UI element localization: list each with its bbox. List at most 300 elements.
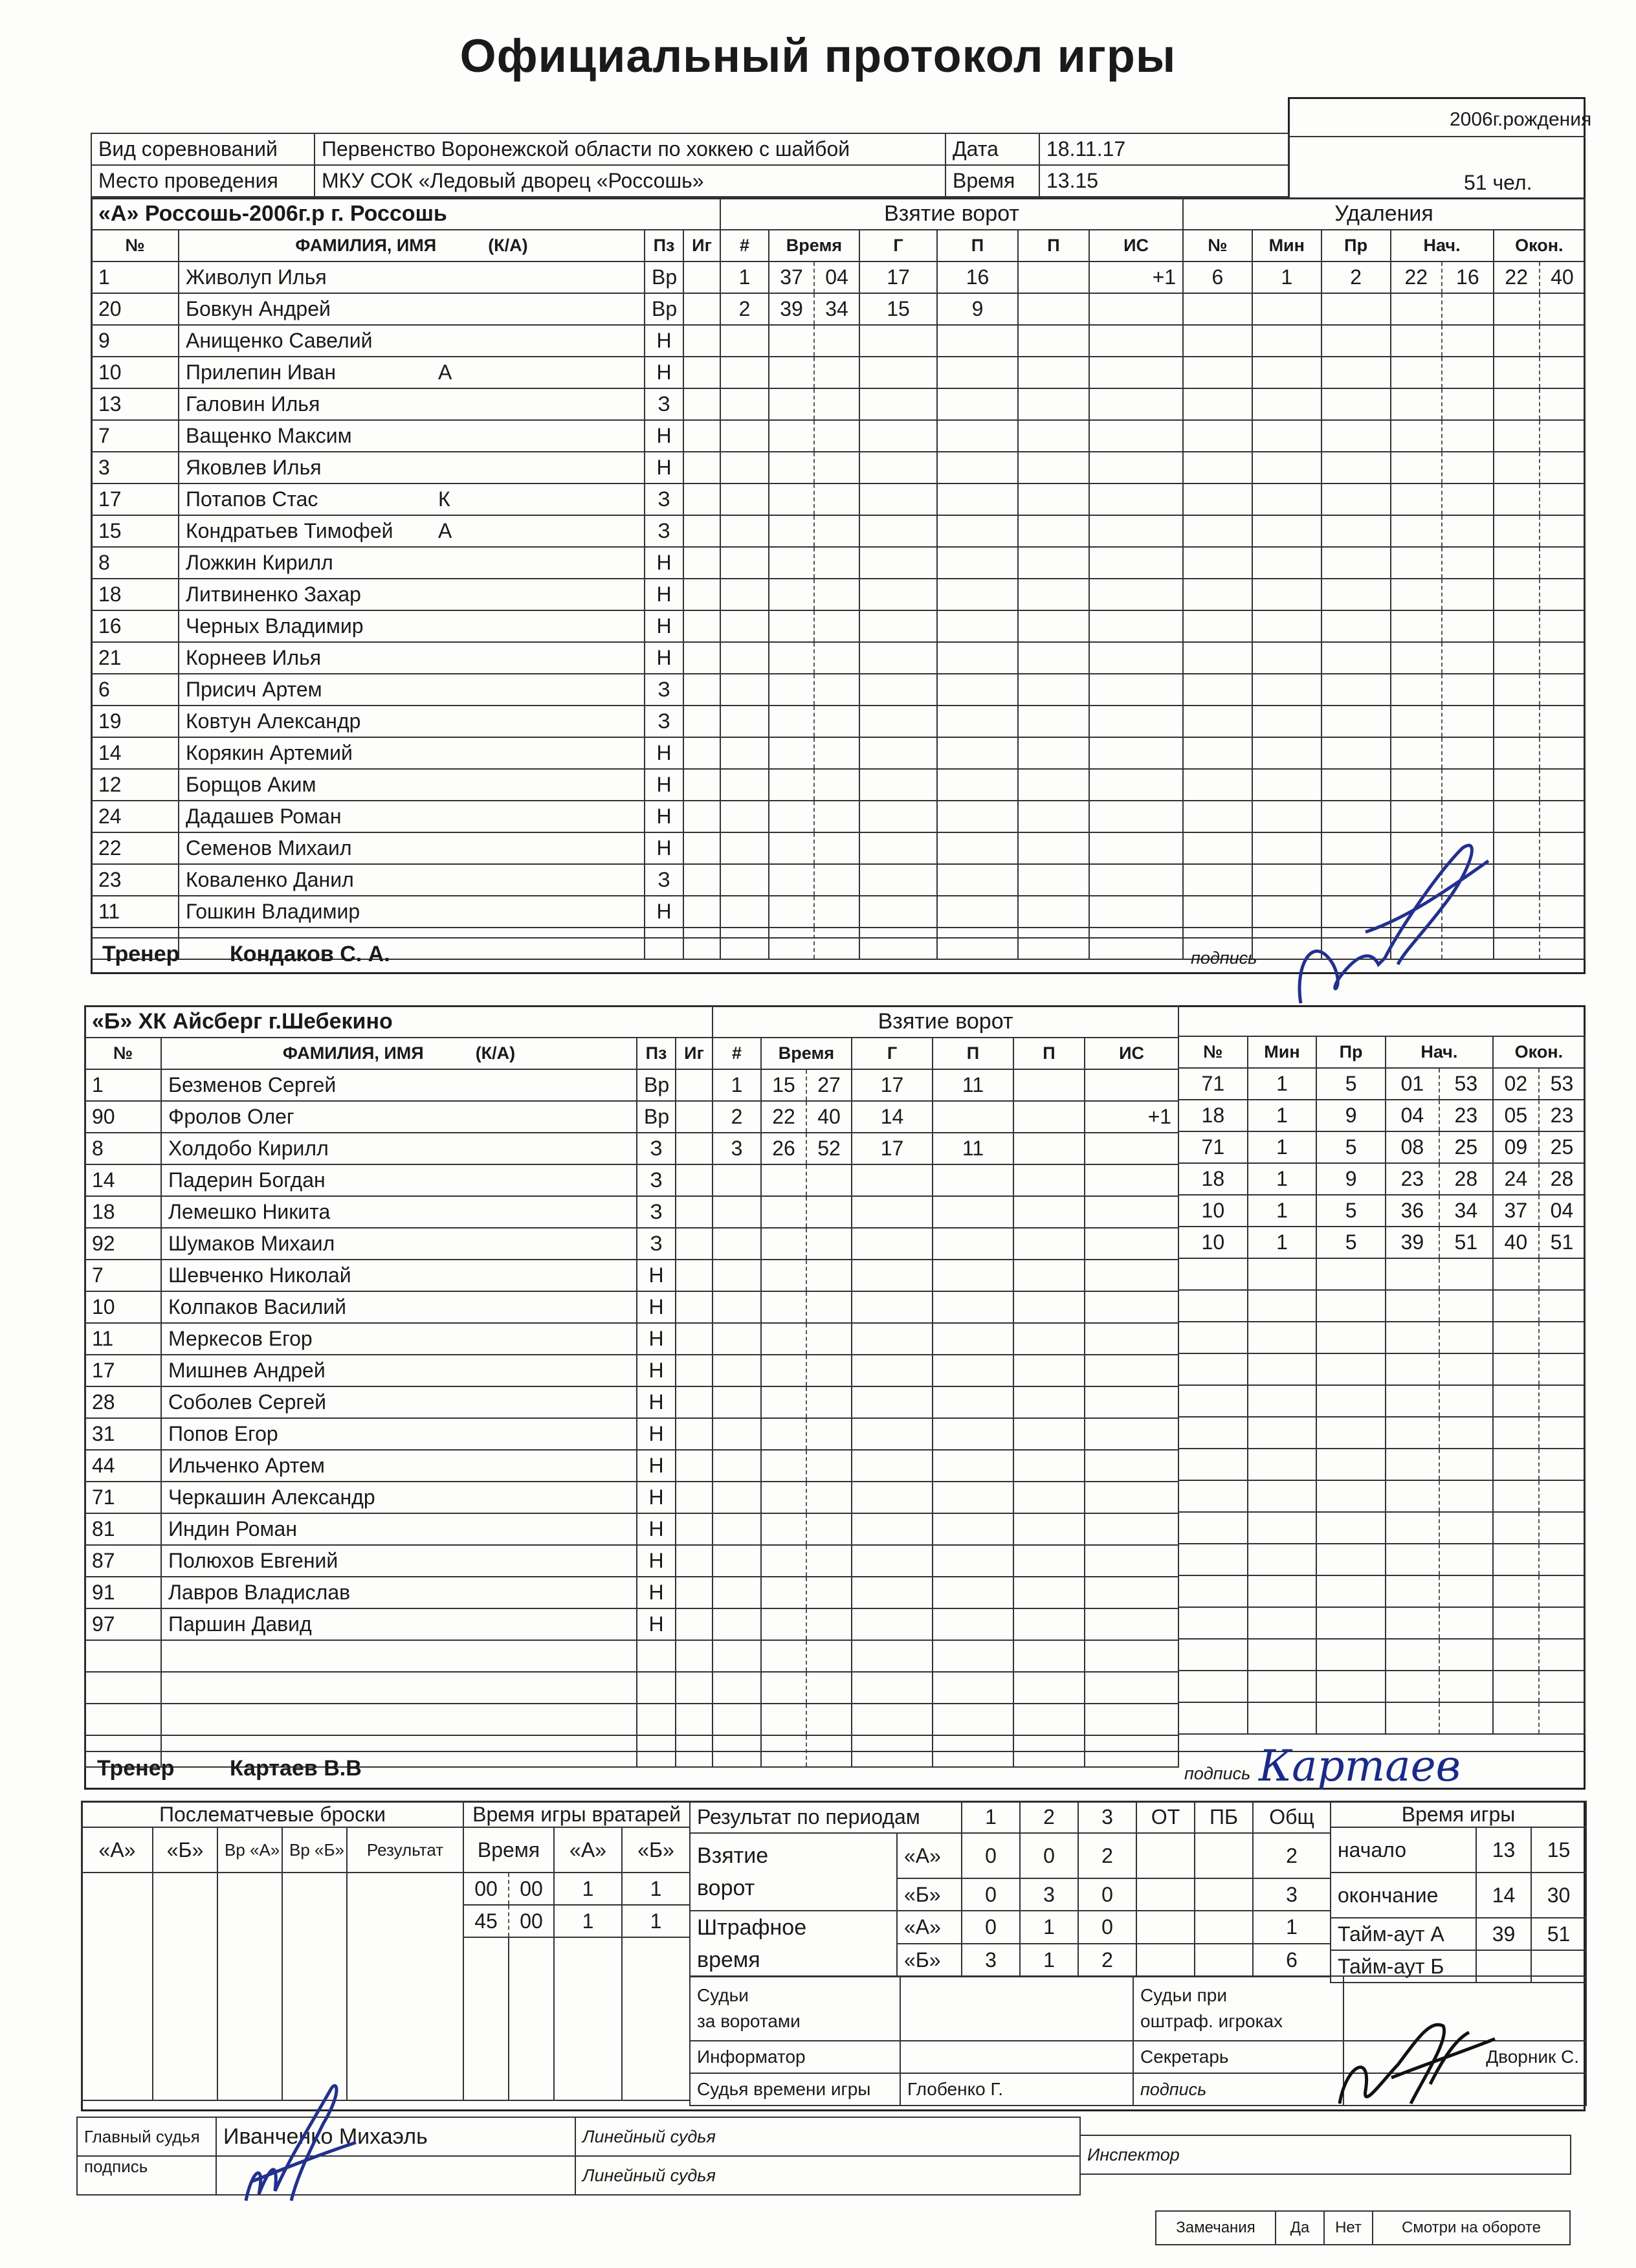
goal-p1 <box>937 864 1018 896</box>
goal-n <box>713 1577 761 1608</box>
player-name: Литвиненко Захар <box>186 583 361 606</box>
penalty-num <box>1178 1353 1248 1385</box>
goal-is <box>1089 674 1183 706</box>
penalty-es <box>1540 452 1585 484</box>
player-row <box>85 1704 713 1735</box>
goal-p2 <box>1013 1704 1085 1735</box>
player-role: А <box>438 361 452 384</box>
goal-g <box>852 1640 933 1672</box>
penalty-pr <box>1321 484 1391 515</box>
player-name-cell <box>161 1513 637 1545</box>
goal-s <box>806 1260 852 1291</box>
player-row <box>91 579 720 610</box>
penalty-min: 1 <box>1248 1163 1317 1195</box>
penalty-ss <box>1439 1385 1493 1417</box>
penalty-ss: 34 <box>1439 1195 1493 1227</box>
goal-g <box>852 1450 933 1482</box>
penalty-ss <box>1442 388 1494 420</box>
penalty-es <box>1539 1258 1585 1290</box>
player-position: Н <box>645 610 683 642</box>
goal-g: 17 <box>859 261 937 293</box>
goal-p2 <box>1013 1386 1085 1418</box>
goal-g <box>852 1418 933 1450</box>
player-name: Колпаков Василий <box>168 1295 347 1318</box>
goal-g <box>859 706 937 737</box>
goal-row <box>720 420 1183 452</box>
penalty-min <box>1252 388 1321 420</box>
goal-n <box>720 357 769 388</box>
goalie-col-time: Время <box>463 1827 554 1873</box>
goal-p2 <box>1013 1355 1085 1386</box>
goalie-time-m: 00 <box>463 1873 509 1905</box>
period-value: 6 <box>1253 1944 1331 1977</box>
penalty-sm <box>1386 1544 1439 1575</box>
penalty-sm <box>1391 801 1443 832</box>
period-value: 3 <box>1253 1878 1331 1911</box>
penalty-es <box>1539 1449 1585 1480</box>
goal-p1 <box>937 642 1018 674</box>
remarks-yes[interactable]: Да <box>1276 2211 1324 2245</box>
goal-m <box>761 1482 806 1513</box>
goal-p2 <box>1013 1450 1085 1482</box>
goal-p2 <box>1013 1164 1085 1196</box>
player-number: 10 <box>85 1291 161 1323</box>
penalty-ss <box>1442 293 1494 325</box>
penalty-pr <box>1316 1575 1386 1607</box>
goal-row <box>713 1482 1178 1513</box>
player-row <box>91 547 720 579</box>
player-name: Холдобо Кирилл <box>168 1137 329 1160</box>
time-label: Время <box>945 165 1039 197</box>
goal-is <box>1089 420 1183 452</box>
player-name: Семенов Михаил <box>186 836 352 860</box>
col-goal-assist1: П <box>937 230 1018 261</box>
team-b-title: «Б» ХК Айсберг г.Шебекино <box>85 1006 713 1038</box>
col-goal-is-b: ИС <box>1085 1038 1178 1069</box>
penalty-es <box>1539 1480 1585 1512</box>
player-name: Меркесов Егор <box>168 1327 313 1350</box>
penalty-sm: 04 <box>1386 1100 1439 1131</box>
penalty-num <box>1183 896 1252 928</box>
player-row <box>91 642 720 674</box>
goal-m <box>769 388 814 420</box>
goal-n <box>713 1545 761 1577</box>
player-number: 71 <box>85 1482 161 1513</box>
goal-s <box>806 1196 852 1228</box>
penalty-min <box>1248 1671 1317 1702</box>
goal-p2 <box>1018 515 1089 547</box>
goal-m <box>761 1386 806 1418</box>
goal-g <box>852 1704 933 1735</box>
goal-n: 3 <box>713 1133 761 1164</box>
penalty-es: 28 <box>1539 1163 1585 1195</box>
goal-is <box>1085 1133 1178 1164</box>
player-row <box>85 1069 713 1101</box>
goal-n <box>720 579 769 610</box>
player-number: 10 <box>91 357 179 388</box>
goal-g <box>852 1228 933 1260</box>
goal-row <box>720 261 1183 293</box>
goal-p1 <box>933 1450 1013 1482</box>
penalty-pr <box>1321 325 1391 357</box>
player-row <box>85 1196 713 1228</box>
penalty-es <box>1540 737 1585 769</box>
penalty-num: 71 <box>1178 1131 1248 1163</box>
venue-label: Место проведения <box>91 165 315 197</box>
player-name: Фролов Олег <box>168 1105 294 1128</box>
penalty-ss: 16 <box>1442 261 1494 293</box>
goal-m <box>769 801 814 832</box>
player-row <box>85 1608 713 1640</box>
end-hour: 14 <box>1476 1873 1531 1918</box>
goal-row <box>713 1608 1178 1640</box>
goal-p2 <box>1018 357 1089 388</box>
period-value <box>1195 1833 1253 1878</box>
inspector-table <box>1079 2135 1571 2175</box>
goalie-time-a: 1 <box>554 1905 622 1937</box>
penalty-row <box>1178 1544 1585 1575</box>
penalty-pr <box>1316 1449 1386 1480</box>
team-a-title: «А» Россошь-2006г.р г. Россошь <box>91 198 720 230</box>
player-name-cell <box>161 1450 637 1482</box>
penalty-em <box>1494 674 1540 706</box>
goal-is <box>1085 1704 1178 1735</box>
goal-row <box>720 864 1183 896</box>
penalty-pr <box>1321 642 1391 674</box>
player-name: Коваленко Данил <box>186 868 354 891</box>
player-number: 20 <box>91 293 179 325</box>
goal-p2 <box>1013 1260 1085 1291</box>
goal-s <box>806 1545 852 1577</box>
player-name-cell <box>161 1418 637 1450</box>
goal-n <box>713 1704 761 1735</box>
player-row <box>91 896 720 928</box>
period-value: 1 <box>1020 1911 1078 1944</box>
player-number: 91 <box>85 1577 161 1608</box>
penalty-pr <box>1316 1607 1386 1639</box>
penalty-min <box>1252 515 1321 547</box>
player-name-cell <box>179 801 645 832</box>
goal-row <box>713 1260 1178 1291</box>
venue-value: МКУ СОК «Ледовый дворец «Россошь» <box>315 165 945 197</box>
penalty-pr <box>1316 1702 1386 1734</box>
goalie-time-s: 00 <box>509 1905 554 1937</box>
player-played <box>683 579 720 610</box>
penalty-es <box>1540 325 1585 357</box>
goal-s <box>814 325 859 357</box>
goal-g <box>852 1608 933 1640</box>
goal-n <box>713 1323 761 1355</box>
player-row <box>85 1545 713 1577</box>
goal-m <box>761 1323 806 1355</box>
player-row <box>85 1577 713 1608</box>
player-played <box>676 1640 713 1672</box>
goal-n <box>720 737 769 769</box>
player-number: 14 <box>85 1164 161 1196</box>
player-played <box>676 1513 713 1545</box>
penalty-min: 1 <box>1248 1227 1317 1258</box>
penalty-num <box>1178 1702 1248 1734</box>
goal-is <box>1085 1260 1178 1291</box>
penalty-sm: 36 <box>1386 1195 1439 1227</box>
team-b-roster <box>84 1005 713 1768</box>
goal-m <box>761 1672 806 1704</box>
goal-g <box>852 1196 933 1228</box>
period-value: 0 <box>1078 1911 1136 1944</box>
goal-is <box>1085 1228 1178 1260</box>
goal-s <box>806 1640 852 1672</box>
goal-m <box>761 1355 806 1386</box>
player-number: 11 <box>91 896 179 928</box>
period-value: 3 <box>962 1944 1020 1977</box>
period-total-head: Общ <box>1253 1801 1331 1833</box>
player-played <box>676 1418 713 1450</box>
player-row <box>91 293 720 325</box>
timeout-a-sec: 51 <box>1531 1918 1586 1950</box>
penalty-ss <box>1442 642 1494 674</box>
player-played <box>676 1608 713 1640</box>
player-played <box>683 737 720 769</box>
goal-p1 <box>937 484 1018 515</box>
player-played <box>683 547 720 579</box>
penalty-row <box>1183 737 1585 769</box>
player-position <box>637 1672 676 1704</box>
player-name-cell <box>179 484 645 515</box>
player-played <box>676 1133 713 1164</box>
goal-p2 <box>1013 1577 1085 1608</box>
header-table <box>91 133 1289 197</box>
goal-m <box>761 1228 806 1260</box>
goal-s <box>806 1386 852 1418</box>
player-row <box>85 1164 713 1196</box>
goal-p2 <box>1018 769 1089 801</box>
penalty-sm <box>1386 1322 1439 1353</box>
period-value <box>1195 1878 1253 1911</box>
player-number: 18 <box>85 1196 161 1228</box>
player-position: Н <box>637 1513 676 1545</box>
goal-p1 <box>937 801 1018 832</box>
penalty-num <box>1183 515 1252 547</box>
player-row <box>91 325 720 357</box>
goal-n <box>713 1640 761 1672</box>
penalty-row <box>1178 1068 1585 1100</box>
player-name-cell <box>161 1228 637 1260</box>
goal-p2 <box>1013 1482 1085 1513</box>
goal-p1: 11 <box>933 1069 1013 1101</box>
penalty-min <box>1252 674 1321 706</box>
player-name: Полюхов Евгений <box>168 1549 338 1572</box>
penalty-sm <box>1391 737 1443 769</box>
goal-n <box>713 1672 761 1704</box>
informer-label: Информатор <box>690 2041 900 2073</box>
penalty-min <box>1248 1607 1317 1639</box>
penalty-row <box>1183 706 1585 737</box>
remarks-no[interactable]: Нет <box>1324 2211 1373 2245</box>
goal-m <box>769 357 814 388</box>
penalty-es <box>1540 515 1585 547</box>
goal-row <box>720 293 1183 325</box>
goal-m <box>761 1196 806 1228</box>
penalty-sm <box>1391 357 1443 388</box>
goal-row <box>713 1069 1178 1101</box>
col-ig: Иг <box>683 230 720 261</box>
player-position: Н <box>645 420 683 452</box>
goal-n <box>720 515 769 547</box>
player-name-cell <box>161 1640 637 1672</box>
period-team: «Б» <box>897 1878 962 1911</box>
goal-s <box>814 674 859 706</box>
goal-g <box>859 547 937 579</box>
player-position: Вр <box>645 293 683 325</box>
timeout-a-min: 39 <box>1476 1918 1531 1950</box>
goal-is <box>1089 357 1183 388</box>
penalty-ss <box>1442 769 1494 801</box>
goal-g <box>859 769 937 801</box>
player-name: Черкашин Александр <box>168 1485 375 1509</box>
goal-n <box>720 864 769 896</box>
goal-is <box>1089 642 1183 674</box>
inspector-label: Инспектор <box>1080 2135 1571 2174</box>
goal-is <box>1085 1513 1178 1545</box>
player-position: Н <box>637 1418 676 1450</box>
player-name: Шумаков Михаил <box>168 1232 335 1255</box>
period-value <box>1136 1944 1195 1977</box>
goal-g <box>852 1164 933 1196</box>
penalty-row <box>1178 1258 1585 1290</box>
player-name-cell <box>179 579 645 610</box>
player-name-cell <box>161 1704 637 1735</box>
player-played <box>683 261 720 293</box>
penalty-sm: 22 <box>1391 261 1443 293</box>
secretary-name: Дворник С. <box>1343 2041 1586 2073</box>
goal-row <box>713 1577 1178 1608</box>
penalty-em <box>1493 1449 1539 1480</box>
penalty-num <box>1183 547 1252 579</box>
shootout-col-gk-b: Вр «Б» <box>282 1827 347 1873</box>
player-row <box>91 357 720 388</box>
birth-box-divider <box>1288 136 1586 137</box>
date-label: Дата <box>945 133 1039 165</box>
col-ig-b: Иг <box>676 1038 713 1069</box>
player-position: Н <box>645 801 683 832</box>
player-number: 22 <box>91 832 179 864</box>
player-number: 17 <box>91 484 179 515</box>
penalty-row <box>1178 1480 1585 1512</box>
goal-m: 39 <box>769 293 814 325</box>
player-number: 17 <box>85 1355 161 1386</box>
goal-m <box>769 896 814 928</box>
shootout-col-a: «А» <box>82 1827 153 1873</box>
penalty-pr <box>1316 1290 1386 1322</box>
goal-n <box>720 388 769 420</box>
period-team: «Б» <box>897 1944 962 1977</box>
penalty-em <box>1493 1544 1539 1575</box>
goal-row <box>713 1101 1178 1133</box>
penalty-num <box>1178 1480 1248 1512</box>
player-row <box>91 864 720 896</box>
penalty-em: 05 <box>1493 1100 1539 1131</box>
penalty-min <box>1248 1290 1317 1322</box>
player-position: Н <box>645 357 683 388</box>
player-name-cell <box>179 737 645 769</box>
player-played <box>683 610 720 642</box>
goal-m <box>761 1513 806 1545</box>
penalty-sm <box>1391 706 1443 737</box>
penalty-es <box>1539 1702 1585 1734</box>
goal-p2 <box>1013 1545 1085 1577</box>
player-number: 19 <box>91 706 179 737</box>
penalty-sm: 08 <box>1386 1131 1439 1163</box>
goal-g <box>852 1672 933 1704</box>
timeout-b-label: Тайм-аут Б <box>1331 1950 1476 1983</box>
penalty-num <box>1183 610 1252 642</box>
shootout-title: Послематчевые броски <box>82 1801 463 1827</box>
goal-g <box>852 1323 933 1355</box>
penalty-es <box>1540 610 1585 642</box>
penalty-num <box>1183 579 1252 610</box>
penalty-ss: 25 <box>1439 1131 1493 1163</box>
player-name: Ковтун Александр <box>186 709 361 733</box>
goal-m <box>769 515 814 547</box>
goal-p2 <box>1013 1291 1085 1323</box>
col-pen-reason-b: Пр <box>1316 1036 1386 1068</box>
goal-n <box>720 642 769 674</box>
player-name: Галовин Илья <box>186 392 320 416</box>
goal-g <box>859 674 937 706</box>
player-played <box>683 357 720 388</box>
team-a-goals <box>720 197 1184 960</box>
penalty-em <box>1493 1322 1539 1353</box>
penalty-ss: 51 <box>1439 1227 1493 1258</box>
goal-s <box>806 1608 852 1640</box>
penalty-min <box>1252 737 1321 769</box>
penalty-es <box>1539 1639 1585 1671</box>
player-played <box>676 1228 713 1260</box>
goal-s <box>806 1228 852 1260</box>
player-number: 31 <box>85 1418 161 1450</box>
penalty-num: 6 <box>1183 261 1252 293</box>
player-position: З <box>637 1133 676 1164</box>
player-number: 92 <box>85 1228 161 1260</box>
goal-is <box>1085 1164 1178 1196</box>
penalty-sm <box>1391 674 1443 706</box>
player-number: 81 <box>85 1513 161 1545</box>
player-number <box>85 1672 161 1704</box>
penalty-ss <box>1439 1544 1493 1575</box>
penalty-pr: 5 <box>1316 1068 1386 1100</box>
player-row <box>85 1418 713 1450</box>
penalty-row <box>1178 1671 1585 1702</box>
penalty-es: 25 <box>1539 1131 1585 1163</box>
goal-s <box>814 801 859 832</box>
penalty-pr: 9 <box>1316 1163 1386 1195</box>
player-number: 14 <box>91 737 179 769</box>
period-value <box>1195 1944 1253 1977</box>
team-b-goals <box>712 1005 1179 1768</box>
goal-row <box>720 896 1183 928</box>
penalty-pr <box>1316 1258 1386 1290</box>
penalty-em: 40 <box>1493 1227 1539 1258</box>
goal-p2 <box>1018 420 1089 452</box>
player-name: Яковлев Илья <box>186 456 322 479</box>
penalty-min <box>1252 642 1321 674</box>
penalty-em <box>1493 1353 1539 1385</box>
penalty-row <box>1183 357 1585 388</box>
goal-row <box>713 1355 1178 1386</box>
goal-s <box>814 737 859 769</box>
start-min: 15 <box>1531 1827 1586 1873</box>
goal-is <box>1085 1545 1178 1577</box>
